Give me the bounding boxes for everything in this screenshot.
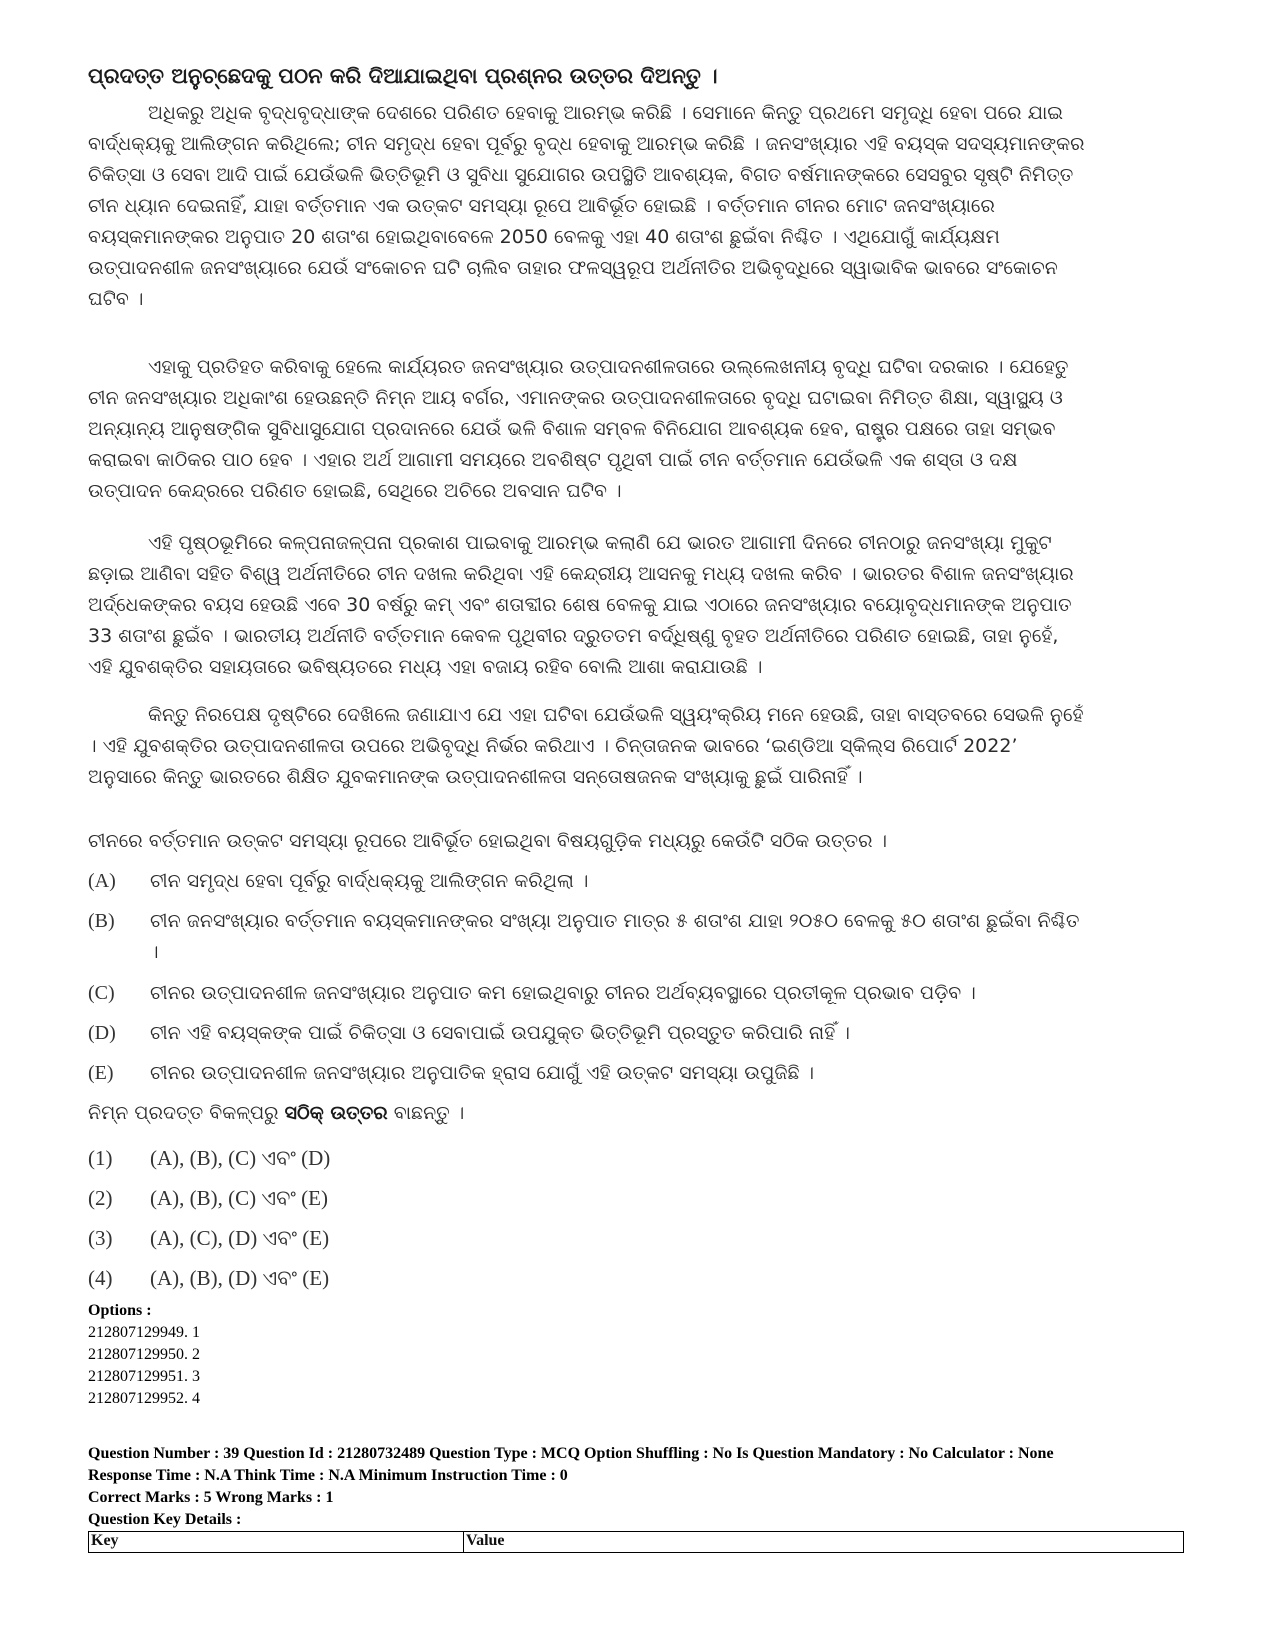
key-header-cell: Key	[89, 1532, 464, 1553]
option-id-4: 212807129952. 4	[88, 1390, 200, 1407]
statement-text: ଚୀନର ଉତ୍ପାଦନଶୀଳ ଜନସଂଖ୍ୟାର ଅନୁପାତ କମ ହୋଇଥିବାରୁ ଚୀନର ଅର୍ଥବ୍ୟବସ୍ଥାରେ ପ୍ରତୀକୂଳ ପ୍ରଭାବ ପଡ଼ିବ ।	[150, 982, 976, 1004]
choose-instruction	[88, 1098, 1088, 1129]
table-row	[89, 1532, 1184, 1553]
question-meta-line: Question Number : 39 Question Id : 21280732489 Question Type : MCQ Option Shuffling : No Is Question Mandatory : No Calculator : None	[88, 1445, 1054, 1462]
passage-paragraph-1: ଅଧିକରୁ ଅଧିକ ବୃଦ୍ଧବୃଦ୍ଧାଙ୍କ ଦେଶରେ ପରିଣତ ହେବାକୁ ଆରମ୍ଭ କରିଛି । ସେମାନେ କିନ୍ତୁ ପ୍ରଥମେ ସମୃଦ୍ଧି ହେବା ପରେ ଯାଇ ବାର୍ଦ୍ଧକ୍ୟକୁ ଆଲିଙ୍ଗନ କରିଥିଲେ; ଚୀନ ସମୃଦ୍ଧ ହେବା ପୂର୍ବରୁ ବୃଦ୍ଧ ହେବାକୁ ଆରମ୍ଭ କରିଛି । ଜନସଂଖ୍ୟାର ଏହି ବୟସ୍କ ସଦସ୍ୟମାନଙ୍କର ଚିକିତ୍ସା ଓ ସେବା ଆଦି ପାଇଁ ଯେଉଁଭଳି ଭିତ୍ତିଭୂମି ଓ ସୁବିଧା ସୁଯୋଗର ଉପସ୍ଥିତି ଆବଶ୍ୟକ, ବିଗତ ବର୍ଷମାନଙ୍କରେ ସେସବୁର ସୃଷ୍ଟି ନିମିତ୍ତ ଚୀନ ଧ୍ୟାନ ଦେଇନାହିଁ, ଯାହା ବର୍ତ୍ତମାନ ଏକ ଉତ୍କଟ ସମସ୍ୟା ରୂପେ ଆବିର୍ଭୂତ ହୋଇଛି । ବର୍ତ୍ତମାନ ଚୀନର ମୋଟ ଜନସଂଖ୍ୟାରେ ବୟସ୍କମାନଙ୍କର ଅନୁପାତ 20 ଶତାଂଶ ହୋଇଥିବାବେଳେ 2050 ବେଳକୁ ଏହା 40 ଶତାଂଶ ଛୁଇଁବା ନିଶ୍ଚିତ । ଏଥିଯୋଗୁଁ କାର୍ଯ୍ୟକ୍ଷମ ଉତ୍ପାଦନଶୀଳ ଜନସଂଖ୍ୟାରେ ଯେଉଁ ସଂକୋଚନ ଘଟି ଚାଲିବ ତାହାର ଫଳସ୍ୱରୂପ ଅର୍ଥନୀତିର ଅଭିବୃଦ୍ଧିରେ ସ୍ୱାଭାବିକ ଭାବରେ ସଂକୋଚନ ଘଟିବ ।	[88, 102, 1085, 310]
statement-b	[88, 906, 1088, 968]
answer-choice-3	[88, 1226, 329, 1251]
choose-bold: ସଠିକ୍ ଉତ୍ତର	[284, 1102, 388, 1124]
answer-choice-4	[88, 1266, 329, 1291]
option-id-2: 212807129950. 2	[88, 1346, 200, 1363]
choice-label: (3)	[88, 1226, 113, 1250]
passage-paragraph-3: ଏହି ପୃଷ୍ଠଭୂମିରେ କଳ୍ପନାଜଳ୍ପନା ପ୍ରକାଶ ପାଇବାକୁ ଆରମ୍ଭ କଲାଣି ଯେ ଭାରତ ଆଗାମୀ ଦିନରେ ଚୀନଠାରୁ ଜନସଂଖ୍ୟା ମୁକୁଟ ଛଡ଼ାଇ ଆଣିବା ସହିତ ବିଶ୍ୱ ଅର୍ଥନୀତିରେ ଚୀନ ଦଖଲ କରିଥିବା ଏହି କେନ୍ଦ୍ରୀୟ ଆସନକୁ ମଧ୍ୟ ଦଖଲ କରିବ । ଭାରତର ବିଶାଳ ଜନସଂଖ୍ୟାର ଅର୍ଦ୍ଧେକଙ୍କର ବୟସ ହେଉଛି ଏବେ 30 ବର୍ଷରୁ କମ୍ ଏବଂ ଶତାବ୍ଦୀର ଶେଷ ବେଳକୁ ଯାଇ ଏଠାରେ ଜନସଂଖ୍ୟାର ବୟୋବୃଦ୍ଧମାନଙ୍କ ଅନୁପାତ 33 ଶତାଂଶ ଛୁଇଁବ । ଭାରତୀୟ ଅର୍ଥନୀତି ବର୍ତ୍ତମାନ କେବଳ ପୃଥିବୀର ଦ୍ରୁତତମ ବର୍ଦ୍ଧିଷ୍ଣୁ ବୃହତ ଅର୍ଥନୀତିରେ ପରିଣତ ହୋଇଛି, ତାହା ନୁହେଁ, ଏହି ଯୁବଶକ୍ତିର ସହାୟତାରେ ଭବିଷ୍ୟତରେ ମଧ୍ୟ ଏହା ବଜାୟ ରହିବ ବୋଲି ଆଶା କରାଯାଉଛି ।	[88, 532, 1074, 678]
choice-text: (A), (B), (D) ଏବଂ (E)	[150, 1266, 330, 1290]
statement-label: (A)	[88, 870, 116, 892]
choice-label: (4)	[88, 1266, 113, 1290]
answer-choice-1	[88, 1146, 330, 1171]
statement-d	[88, 1018, 1088, 1049]
statement-text: ଚୀନ ଏହି ବୟସ୍କଙ୍କ ପାଇଁ ଚିକିତ୍ସା ଓ ସେବାପାଇଁ ଉପଯୁକ୍ତ ଭିତ୍ତିଭୂମି ପ୍ରସ୍ତୁତ କରିପାରି ନାହିଁ ।	[150, 1022, 850, 1044]
choose-suffix: ବାଛନ୍ତୁ ।	[393, 1102, 465, 1124]
passage-heading: ପ୍ରଦତ୍ତ ଅନୁଚ୍ଛେଦକୁ ପଠନ କରି ଦିଆଯାଇଥିବା ପ୍ରଶ୍ନର ଉତ୍ତର ଦିଅନ୍ତୁ ।	[88, 64, 718, 88]
question-key-table	[88, 1531, 1184, 1553]
question-key-details-label: Question Key Details :	[88, 1511, 242, 1528]
options-label: Options :	[88, 1302, 152, 1319]
statement-c	[88, 978, 1088, 1009]
question-timing-line: Response Time : N.A Think Time : N.A Minimum Instruction Time : 0	[88, 1467, 568, 1484]
choice-label: (2)	[88, 1186, 113, 1210]
statement-label: (B)	[88, 910, 115, 932]
choice-text: (A), (B), (C) ଏବଂ (D)	[150, 1146, 331, 1170]
choose-prefix: ନିମ୍ନ ପ୍ରଦତ୍ତ ବିକଳ୍ପରୁ	[88, 1102, 279, 1124]
question-marks-line: Correct Marks : 5 Wrong Marks : 1	[88, 1489, 334, 1506]
choice-text: (A), (B), (C) ଏବଂ (E)	[150, 1186, 328, 1210]
option-id-1: 212807129949. 1	[88, 1324, 200, 1341]
statement-e	[88, 1058, 1088, 1089]
choice-label: (1)	[88, 1146, 113, 1170]
passage-paragraph-2: ଏହାକୁ ପ୍ରତିହତ କରିବାକୁ ହେଲେ କାର୍ଯ୍ୟରତ ଜନସଂଖ୍ୟାର ଉତ୍ପାଦନଶୀଳତାରେ ଉଲ୍ଲେଖନୀୟ ବୃଦ୍ଧି ଘଟିବା ଦରକାର । ଯେହେତୁ ଚୀନ ଜନସଂଖ୍ୟାର ଅଧିକାଂଶ ହେଉଛନ୍ତି ନିମ୍ନ ଆୟ ବର୍ଗର, ଏମାନଙ୍କର ଉତ୍ପାଦନଶୀଳତାରେ ବୃଦ୍ଧି ଘଟାଇବା ନିମିତ୍ତ ଶିକ୍ଷା, ସ୍ୱାସ୍ଥ୍ୟ ଓ ଅନ୍ୟାନ୍ୟ ଆନୁଷଙ୍ଗିକ ସୁବିଧାସୁଯୋଗ ପ୍ରଦାନରେ ଯେଉଁ ଭଳି ବିଶାଳ ସମ୍ବଳ ବିନିଯୋଗ ଆବଶ୍ୟକ ହେବ, ରାଷ୍ଟ୍ର ପକ୍ଷରେ ତାହା ସମ୍ଭବ କରାଇବା କାଠିକର ପାଠ ହେବ । ଏହାର ଅର୍ଥ ଆଗାମୀ ସମୟରେ ଅବଶିଷ୍ଟ ପୃଥିବୀ ପାଇଁ ଚୀନ ବର୍ତ୍ତମାନ ଯେଉଁଭଳି ଏକ ଶସ୍ତା ଓ ଦକ୍ଷ ଉତ୍ପାଦନ କେନ୍ଦ୍ରରେ ପରିଣତ ହୋଇଛି, ସେଥିରେ ଅଚିରେ ଅବସାନ ଘଟିବ ।	[88, 356, 1069, 502]
answer-choice-2	[88, 1186, 328, 1211]
statement-label: (D)	[88, 1022, 116, 1044]
statement-text: ଚୀନ ଜନସଂଖ୍ୟାର ବର୍ତ୍ତମାନ ବୟସ୍କମାନଙ୍କର ସଂଖ୍ୟା ଅନୁପାତ ମାତ୍ର ୫ ଶତାଂଶ ଯାହା ୨୦୫୦ ବେଳକୁ ୫୦ ଶତାଂଶ ଛୁଇଁବା ନିଶ୍ଚିତ ।	[150, 910, 1080, 963]
statement-text: ଚୀନର ଉତ୍ପାଦନଶୀଳ ଜନସଂଖ୍ୟାର ଅନୁପାତିକ ହ୍ରାସ ଯୋଗୁଁ ଏହି ଉତ୍କଟ ସମସ୍ୟା ଉପୁଜିଛି ।	[150, 1062, 815, 1084]
value-header-cell: Value	[464, 1532, 1184, 1553]
statement-text: ଚୀନ ସମୃଦ୍ଧ ହେବା ପୂର୍ବରୁ ବାର୍ଦ୍ଧକ୍ୟକୁ ଆଲିଙ୍ଗନ କରିଥିଲା ।	[150, 870, 589, 892]
option-id-3: 212807129951. 3	[88, 1368, 200, 1385]
statement-label: (C)	[88, 982, 115, 1004]
statement-a	[88, 866, 1088, 897]
question-stem: ଚୀନରେ ବର୍ତ୍ତମାନ ଉତ୍କଟ ସମସ୍ୟା ରୂପରେ ଆବିର୍ଭୂତ ହୋଇଥିବା ବିଷୟଗୁଡ଼ିକ ମଧ୍ୟରୁ କେଉଁଟି ସଠିକ ଉତ୍ତର ।	[88, 830, 888, 852]
passage-paragraph-4: କିନ୍ତୁ ନିରପେକ୍ଷ ଦୃଷ୍ଟିରେ ଦେଖିଲେ ଜଣାଯାଏ ଯେ ଏହା ଘଟିବା ଯେଉଁଭଳି ସ୍ୱୟଂକ୍ରିୟ ମନେ ହେଉଛି, ତାହା ବାସ୍ତବରେ ସେଭଳି ନୁହେଁ । ଏହି ଯୁବଶକ୍ତିର ଉତ୍ପାଦନଶୀଳତା ଉପରେ ଅଭିବୃଦ୍ଧି ନିର୍ଭର କରିଥାଏ । ଚିନ୍ତାଜନକ ଭାବରେ ‘ଇଣ୍ଡିଆ ସ୍କିଲ୍‌ସ ରିପୋର୍ଟ 2022’ ଅନୁସାରେ କିନ୍ତୁ ଭାରତରେ ଶିକ୍ଷିତ ଯୁବକମାନଙ୍କ ଉତ୍ପାଦନଶୀଳତା ସନ୍ତୋଷଜନକ ସଂଖ୍ୟାକୁ ଛୁଇଁ ପାରିନାହିଁ ।	[88, 704, 1084, 788]
choice-text: (A), (C), (D) ଏବଂ (E)	[150, 1226, 330, 1250]
statement-label: (E)	[88, 1062, 114, 1084]
